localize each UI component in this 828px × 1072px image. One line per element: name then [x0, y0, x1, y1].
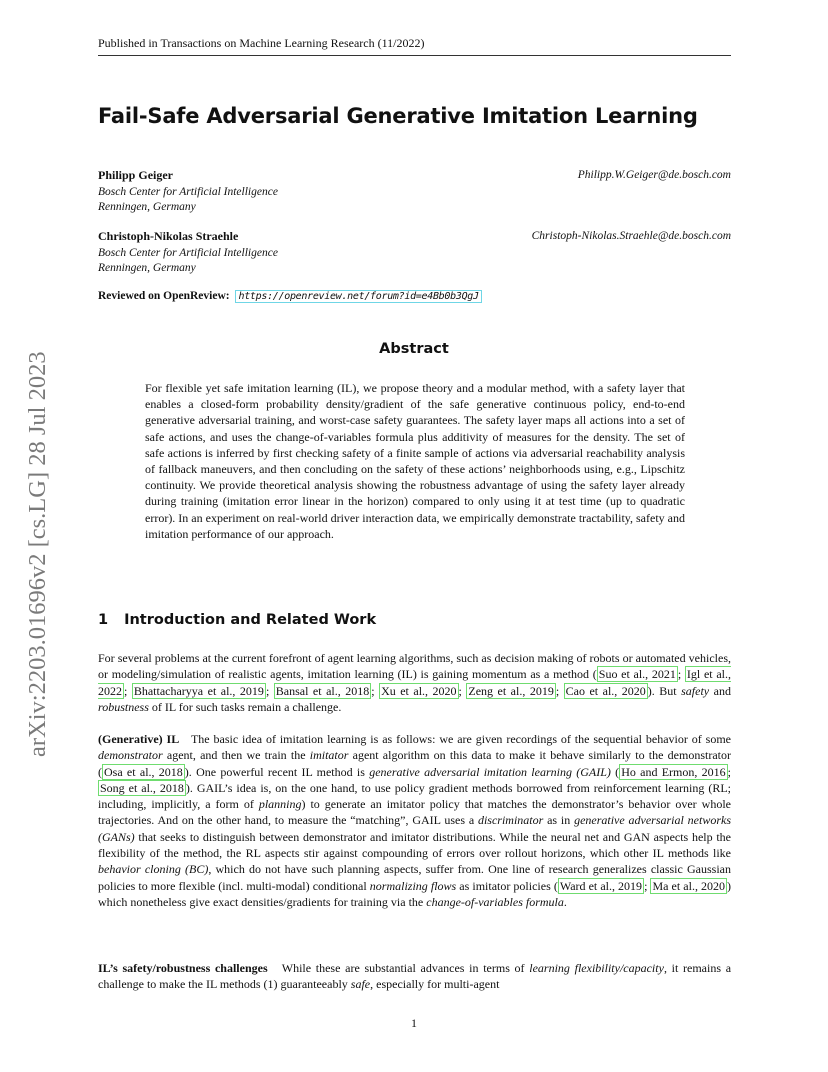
citation-link[interactable]: Song et al., 2018: [100, 780, 184, 795]
author-name: Philipp Geiger: [98, 168, 173, 182]
openreview-link[interactable]: https://openreview.net/forum?id=e4Bb0b3QgJ: [235, 290, 481, 303]
paragraph-heading: (Generative) IL: [98, 732, 180, 746]
section-number: 1: [98, 612, 109, 628]
citation-link[interactable]: Suo et al., 2021: [598, 667, 676, 682]
citation-link[interactable]: Ward et al., 2019: [559, 878, 643, 893]
author-email: Christoph-Nikolas.Straehle@de.bosch.com: [531, 230, 731, 242]
paper-title: Fail-Safe Adversarial Generative Imitation Learning: [98, 104, 698, 128]
review-note: [98, 290, 482, 302]
arxiv-identifier: arXiv:2203.01696v2 [cs.LG] 28 Jul 2023: [24, 351, 51, 757]
running-header: Published in Transactions on Machine Learning Research (11/2022): [98, 36, 731, 56]
citation-link[interactable]: Zeng et al., 2019: [468, 683, 554, 698]
citation-link[interactable]: Osa et al., 2018: [104, 764, 183, 779]
citation-link[interactable]: Ho and Ermon, 2016: [621, 764, 726, 779]
citation-link[interactable]: Xu et al., 2020: [381, 683, 457, 698]
section-title: Introduction and Related Work: [124, 612, 377, 628]
author-location: Renningen, Germany: [98, 262, 196, 274]
review-label: Reviewed on OpenReview:: [98, 290, 230, 302]
abstract-text: For flexible yet safe imitation learning (IL), we propose theory and a modular method, with a safety layer that enables a closed-form probability density/gradient of the safe generative continuous policy, end-to-end generative adversarial training, and worst-case safety guarantees. The safety layer maps all actions into a set of safe actions, and uses the change-of-variables formula plus additivity of measures for the density. The set of safe actions is inferred by first checking safety of a finite sample of actions via adversarial reachability analysis of fallback maneuvers, and then concluding on the safety of these actions’ neighborhoods using, e.g., Lipschitz continuity. We provide theoretical analysis showing the robustness advantage of using the safety layer already during training (imitation error linear in the horizon) compared to only using it at test time (up to quadratic error). In an experiment on real-world driver interaction data, we empirically demonstrate tractability, safety and imitation performance of our approach.: [145, 381, 685, 541]
paragraph: For several problems at the current forefront of agent learning algorithms, such as decision making of robots or automated vehicles, or modeling/simulation of realistic agents, imitation learning (IL) is gaining momentum as a method ( Suo et al., 2021 ; Igl et al., 2022 ; Bhattacharyya et al., 2019 ; Bansal et al., 2018 ; Xu et al., 2020 ; Zeng et al., 2019 ; Cao et al., 2020 ). But safety and robustness of IL for such tasks remain a challenge.: [98, 651, 731, 714]
citation-link[interactable]: Bhattacharyya et al., 2019: [133, 683, 264, 698]
section-heading: [98, 612, 376, 628]
paragraph-heading: IL’s safety/robustness challenges: [98, 961, 268, 975]
author-affiliation: Bosch Center for Artificial Intelligence: [98, 185, 278, 198]
author-email: Philipp.W.Geiger@de.bosch.com: [577, 169, 731, 181]
author-block: [98, 168, 731, 216]
citation-link[interactable]: Cao et al., 2020: [565, 683, 646, 698]
paragraph: IL’s safety/robustness challenges While these are substantial advances in terms of learning flexibility/capacity, it remains a challenge to make the IL methods (1) guaranteeably safe, especially for multi-agent: [98, 961, 732, 992]
author-affiliation: Bosch Center for Artificial Intelligence: [98, 246, 278, 259]
author-location: Renningen, Germany: [98, 201, 196, 213]
citation-link[interactable]: Ma et al., 2020: [652, 878, 726, 893]
citation-link[interactable]: Igl et al., 2022: [98, 667, 731, 698]
author-block: [98, 229, 731, 277]
paragraph: (Generative) IL The basic idea of imitation learning is as follows: we are given recordings of the sequential behavior of some demonstrator agent, and then we train the imitator agent algorithm on this data to make it behave similarly to the demonstrator ( Osa et al., 2018 ). One powerful recent IL method is generative adversarial imitation learning (GAIL) ( Ho and Ermon, 2016 ; Song et al., 2018 ). GAIL’s idea is, on the one hand, to use policy gradient methods borrowed from reinforcement learning (RL; including, implicitly, a form of planning) to generate an imitator policy that matches the demonstrator’s behavior over whole trajectories. And on the other hand, to measure the “matching”, GAIL uses a discriminator as in generative adversarial networks (GANs) that seeks to distinguish between demonstrator and imitator distributions. While the neural net and GAN aspects help the flexibility of the method, the RL aspects stir against compounding of errors over rollout horizons, which other IL methods like behavior cloning (BC), which do not have such planning aspects, suffer from. One line of research generalizes classic Gaussian policies to more flexible (incl. multi-modal) conditional normalizing flows as imitator policies ( Ward et al., 2019 ; Ma et al., 2020 ) which nonetheless give exact densities/gradients for training via the change-of-variables formula.: [98, 732, 732, 909]
author-name: Christoph-Nikolas Straehle: [98, 229, 239, 243]
abstract-title: Abstract: [379, 341, 449, 357]
page-number: 1: [411, 1016, 417, 1030]
citation-link[interactable]: Bansal et al., 2018: [275, 683, 370, 698]
